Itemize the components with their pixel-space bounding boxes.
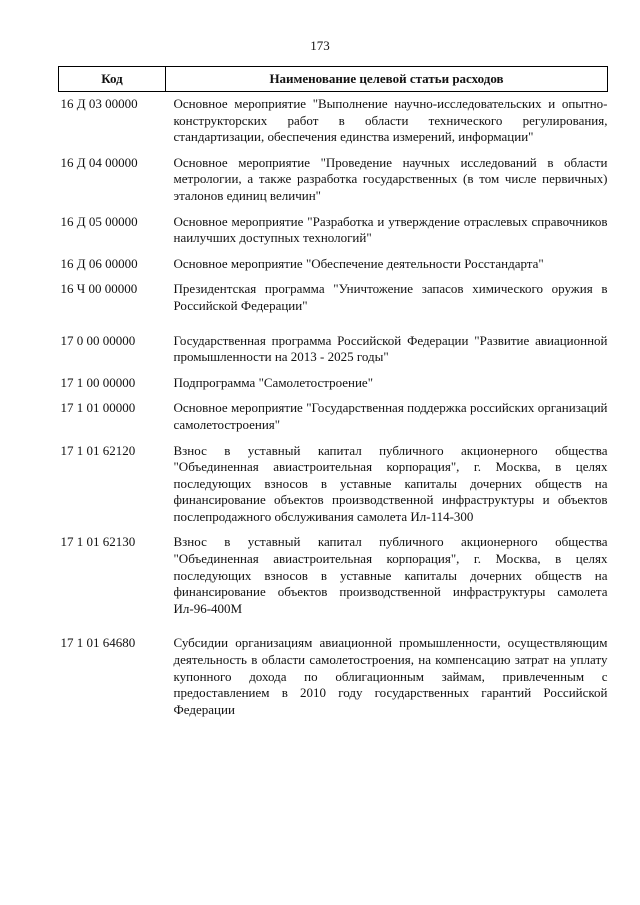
row-code: 17 1 01 62120: [60, 442, 136, 458]
row-name: Взнос в уставный капитал публичного акционерного общества "Объединенная авиастроительная корпорация", г. Москва, в целях последующих взносов в уставные капиталы дочерних обществ на финансирование объектов производственной инфраструктуры и объектов послепродажного обслуживания самолета Ил-114-300: [173, 442, 608, 524]
table-row: [59, 534, 608, 626]
row-name: Основное мероприятие "Проведение научных исследований в области метрологии, а также разработка государственных (в том числе первичных) эталонов единиц величин": [173, 154, 608, 203]
table-header-row: [59, 67, 608, 92]
table-row: [59, 400, 608, 442]
row-code: 17 1 00 00000: [60, 374, 136, 390]
table-row: [59, 375, 608, 401]
name-column-header: Наименование целевой статьи расходов: [166, 67, 608, 92]
row-code: 16 Д 05 00000: [60, 213, 138, 229]
table-row: [59, 443, 608, 535]
row-code: 16 Ч 00 00000: [60, 281, 138, 297]
budget-table: [58, 66, 608, 727]
row-name: Основное мероприятие "Государственная поддержка российских организаций самолетостроения": [173, 400, 608, 432]
row-code: 17 1 01 00000: [60, 400, 136, 416]
row-code: 16 Д 04 00000: [60, 154, 138, 170]
code-column-header: Код: [59, 67, 166, 92]
row-name: Государственная программа Российской Федерации "Развитие авиационной промышленности на 2013 - 2025 годы": [173, 332, 608, 365]
row-code: 16 Д 03 00000: [60, 96, 138, 111]
table-row: [59, 324, 608, 375]
row-name: Основное мероприятие "Разработка и утверждение отраслевых справочников наилучших доступных технологий": [173, 213, 608, 246]
row-code: 17 1 01 62130: [60, 534, 136, 550]
row-code: 16 Д 06 00000: [60, 255, 138, 271]
row-name: Субсидии организациям авиационной промышленности, осуществляющим деятельность в области самолетостроения, на компенсацию затрат на уплату купонного дохода по облигационным займам, привлеченным с предоставлением в 2010 году государственных гарантий Российской Федерации: [173, 635, 608, 717]
row-name: Президентская программа "Уничтожение запасов химического оружия в Российской Федерации": [173, 281, 608, 313]
row-name: Взнос в уставный капитал публичного акционерного общества "Объединенная авиастроительная корпорация", г. Москва, в целях последующих взносов в уставные капиталы дочерних обществ на финансирование объектов производственной инфраструктуры самолета Ил-96-400М: [173, 534, 608, 616]
table-row: [59, 155, 608, 214]
table-row: [59, 626, 608, 727]
page-number: 173: [310, 38, 330, 53]
row-name: Основное мероприятие "Выполнение научно-исследовательских и опытно-конструкторских работ в области технического регулирования, стандартизации, обеспечения единства измерений, информации": [173, 96, 608, 145]
table-row: [59, 214, 608, 256]
table-row: [59, 256, 608, 282]
row-name: Подпрограмма "Самолетостроение": [173, 374, 373, 390]
row-name: Основное мероприятие "Обеспечение деятельности Росстандарта": [173, 255, 544, 271]
row-code: 17 1 01 64680: [60, 635, 136, 651]
table-row: [59, 281, 608, 323]
table-row: [59, 92, 608, 155]
row-code: 17 0 00 00000: [60, 332, 136, 348]
